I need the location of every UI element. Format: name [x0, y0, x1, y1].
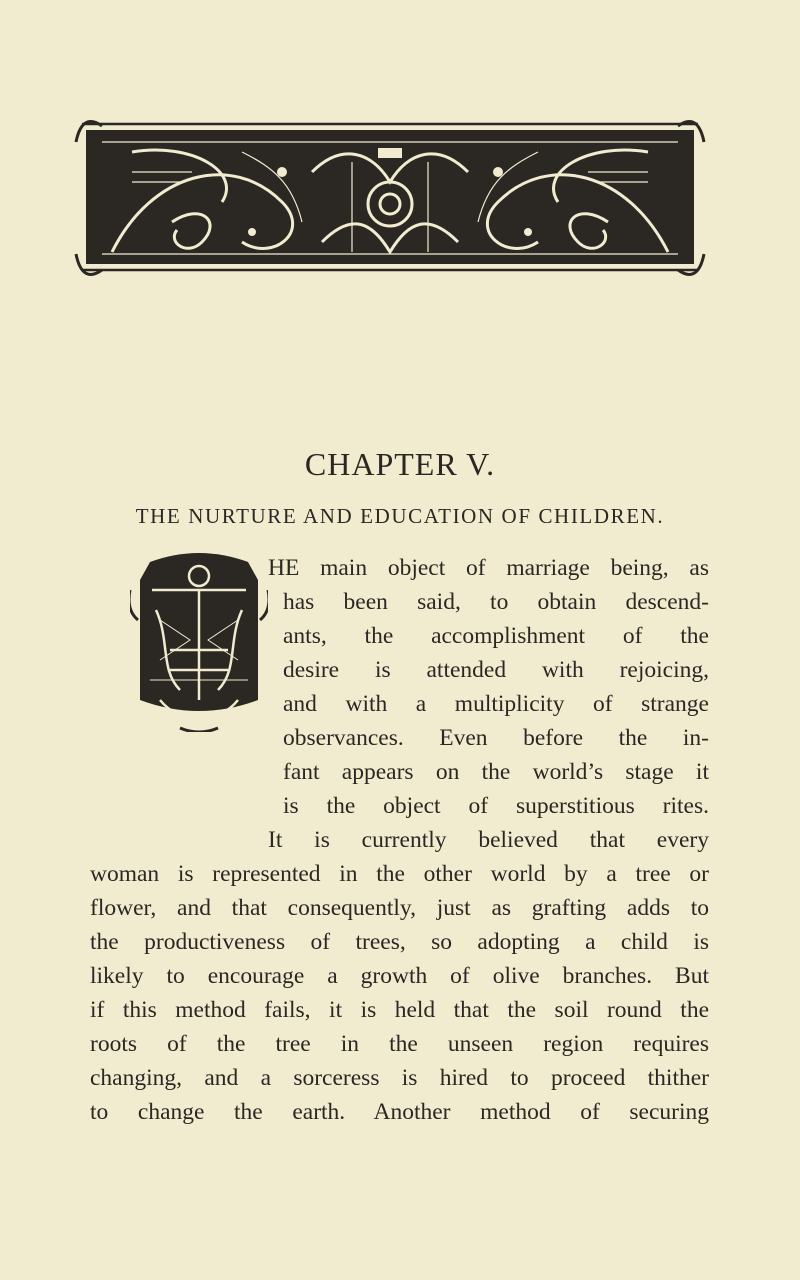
text-line: It is currently believed that every [268, 827, 709, 853]
text-line: flower, and that consequently, just as grafting adds to [90, 895, 709, 921]
text-line: changing, and a sorceress is hired to proceed thither [90, 1065, 709, 1091]
chapter-title: CHAPTER V. [304, 446, 496, 482]
text-line: desire is attended with rejoicing, [283, 657, 709, 683]
text-line: is the object of superstitious rites. [283, 793, 709, 819]
text-line: if this method fails, it is held that the soil round the [90, 997, 709, 1023]
text-line: likely to encourage a growth of olive branches. But [90, 963, 709, 989]
text-line: observances. Even before the in- [283, 725, 709, 751]
text-line: HE main object of marriage being, as [268, 555, 709, 581]
text-line: woman is represented in the other world by a tree or [90, 861, 709, 887]
text-line: fant appears on the world’s stage it [283, 759, 709, 785]
text-line: ants, the accomplishment of the [283, 623, 709, 649]
text-line: to change the earth. Another method of securing [90, 1099, 709, 1125]
text-line: roots of the tree in the unseen region requires [90, 1031, 709, 1057]
text-line: the productiveness of trees, so adopting a child is [90, 929, 709, 955]
chapter-subtitle: THE NURTURE AND EDUCATION OF CHILDREN. [135, 504, 665, 528]
text-line: has been said, to obtain descend- [283, 589, 709, 615]
text-line: and with a multiplicity of strange [283, 691, 709, 717]
